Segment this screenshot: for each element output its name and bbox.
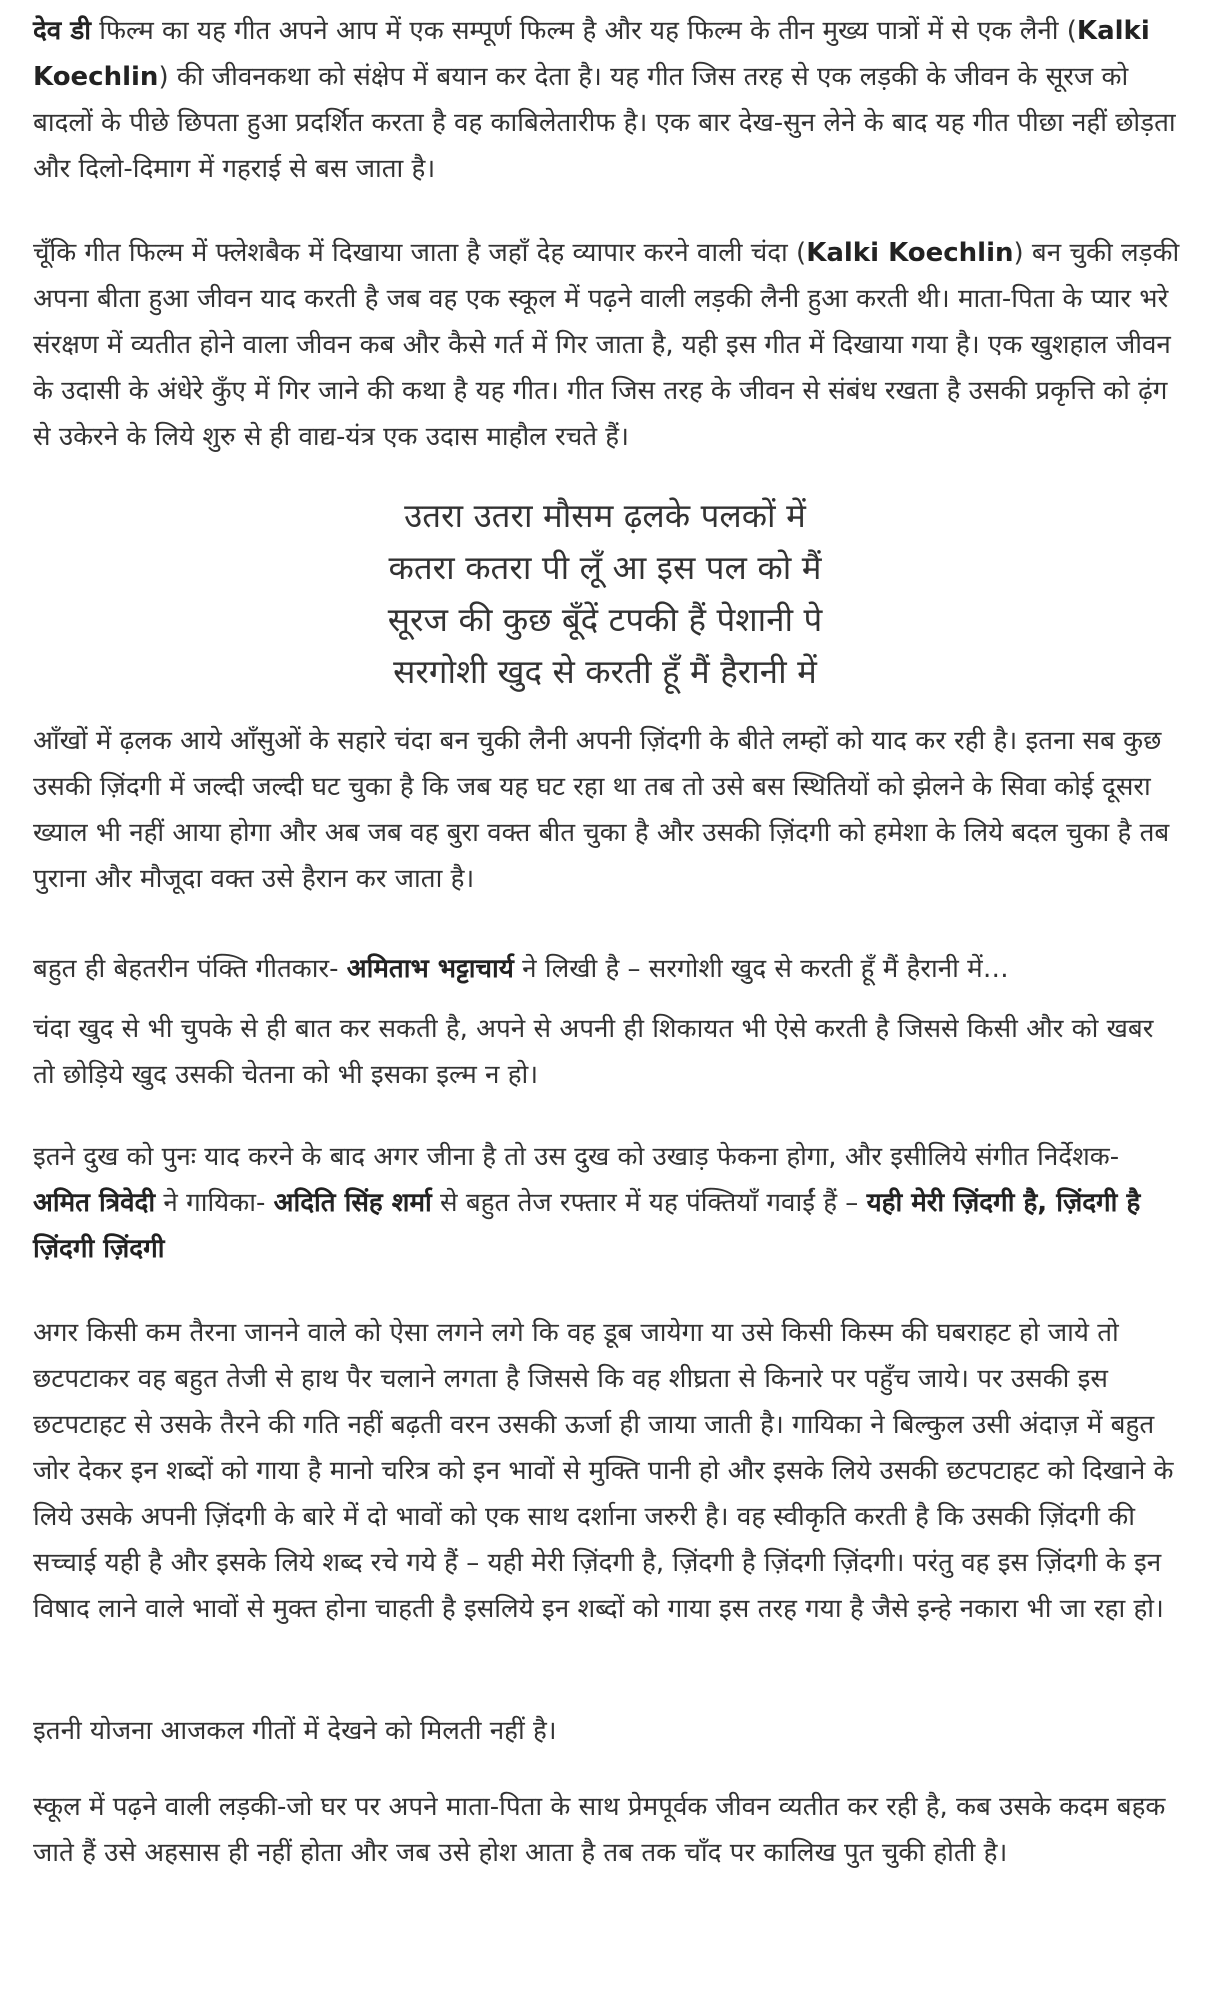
paragraph-intro — [33, 8, 1183, 192]
highlighted-lyric: यही मेरी ज़िंदगी है, ज़िंदगी है ज़िंदगी ज़िंदगी — [33, 1188, 1141, 1264]
paragraph-composer — [33, 1134, 1183, 1272]
paragraph-text: फिल्म का यह गीत अपने आप में एक सम्पूर्ण फिल्म है और यह फिल्म के तीन मुख्य पात्रों में से एक लैनी ( — [90, 16, 1077, 46]
paragraph-swimmer: अगर किसी कम तैरना जानने वाले को ऐसा लगने लगे कि वह डूब जायेगा या उसे किसी किस्म की घबराहट हो जाये तो छटपटाकर वह बहुत तेजी से हाथ पैर चलाने लगता है जिससे कि वह शीघ्रता से किनारे पर पहुँच जाये। पर उसकी इस छटपटाहट से उसके तैरने की गति नहीं बढ़ती वरन उसकी ऊर्जा ही जाया जाती है। गायिका ने बिल्कुल उसी अंदाज़ में बहुत जोर देकर इन शब्दों को गाया है मानो चरित्र को इन भावों से मुक्ति पानी हो और इसके लिये उसकी छटपटाहट को दिखाने के लिये उसके अपनी ज़िंदगी के बारे में दो भावों को एक साथ दर्शाना जरुरी है। वह स्वीकृति करती है कि उसकी ज़िंदगी की सच्चाई यही है और इसके लिये शब्द रचे गये हैं – यही मेरी ज़िंदगी है, ज़िंदगी है ज़िंदगी ज़िंदगी। परंतु वह इस ज़िंदगी के इन विषाद लाने वाले भावों से मुक्त होना चाहती है इसलिये इन शब्दों को गाया इस तरह गया है जैसे इन्हे नकारा भी जा रहा हो। — [33, 1318, 1174, 1624]
paragraph-text: से बहुत तेज रफ्तार में यह पंक्तियाँ गवाईं हैं – — [431, 1188, 867, 1218]
paragraph-text: ) की जीवनकथा को संक्षेप में बयान कर देता है। यह गीत जिस तरह से एक लड़की के जीवन के सूरज को बादलों के पीछे छिपता हुआ प्रदर्शित करता है वह काबिलेतारीफ है। एक बार देख-सुन लेने के बाद यह गीत पीछा नहीं छोड़ता और दिलो-दिमाग में गहराई से बस जाता है। — [33, 62, 1176, 184]
lyric-line: सूरज की कुछ बूँदें टपकी हैं पेशानी पे — [387, 600, 823, 639]
composer-name: अमित त्रिवेदी — [33, 1188, 156, 1218]
paragraph-whisper: चंदा खुद से भी चुपके से ही बात कर सकती है, अपने से अपनी ही शिकायत भी ऐसे करती है जिससे किसी और को खबर तो छोड़िये खुद उसकी चेतना को भी इसका इल्म न हो। — [33, 1014, 1154, 1090]
song-lyrics — [0, 490, 1210, 698]
film-title: देव डी — [33, 16, 91, 46]
actor-name: Kalki Koechlin — [33, 16, 1150, 92]
lyric-line: उतरा उतरा मौसम ढ़लके पलकों में — [404, 496, 806, 535]
singer-name: अदिति सिंह शर्मा — [273, 1188, 432, 1218]
paragraph-text: ने लिखी है – सरगोशी खुद से करती हूँ मैं हैरानी में… — [513, 954, 1009, 984]
paragraph-text: इतने दुख को पुनः याद करने के बाद अगर जीना है तो उस दुख को उखाड़ फेकना होगा, और इसीलिये संगीत निर्देशक- — [33, 1142, 1120, 1172]
paragraph-planning: इतनी योजना आजकल गीतों में देखने को मिलती नहीं है। — [33, 1716, 557, 1746]
paragraph-text: बहुत ही बेहतरीन पंक्ति गीतकार- — [33, 954, 347, 984]
lyric-line: कतरा कतरा पी लूँ आ इस पल को मैं — [388, 548, 822, 587]
actor-name: Kalki Koechlin — [806, 238, 1014, 268]
paragraph-text: चूँकि गीत फिल्म में फ्लेशबैक में दिखाया जाता है जहाँ देह व्यापार करने वाली चंदा ( — [33, 238, 807, 268]
lyricist-name: अमिताभ भट्टाचार्य — [346, 954, 514, 984]
paragraph-text: ) बन चुकी लड़की अपना बीता हुआ जीवन याद करती है जब वह एक स्कूल में पढ़ने वाली लड़की लैनी हुआ करती थी। माता-पिता के प्यार भरे संरक्षण में व्यतीत होने वाला जीवन कब और कैसे गर्त में गिर जाता है, यही इस गीत में दिखाया गया है। एक खुशहाल जीवन के उदासी के अंधेरे कुँए में गिर जाने की कथा है यह गीत। गीत जिस तरह के जीवन से संबंध रखता है उसकी प्रकृत्ति को ढ़ंग से उकेरने के लिये शुरु से ही वाद्य-यंत्र एक उदास माहौल रचते हैं। — [33, 238, 1180, 452]
paragraph-text: ने गायिका- — [155, 1188, 274, 1218]
paragraph-flashback — [33, 230, 1183, 460]
paragraph-lyricist — [33, 946, 1183, 992]
paragraph-tears: आँखों में ढ़लक आये आँसुओं के सहारे चंदा बन चुकी लैनी अपनी ज़िंदगी के बीते लम्हों को याद कर रही है। इतना सब कुछ उसकी ज़िंदगी में जल्दी जल्दी घट चुका है कि जब यह घट रहा था तब तो उसे बस स्थितियों को झेलने के सिवा कोई दूसरा ख्याल भी नहीं आया होगा और अब जब वह बुरा वक्त बीत चुका है और उसकी ज़िंदगी को हमेशा के लिये बदल चुका है तब पुराना और मौजूदा वक्त उसे हैरान कर जाता है। — [33, 726, 1170, 894]
paragraph-schoolgirl: स्कूल में पढ़ने वाली लड़की-जो घर पर अपने माता-पिता के साथ प्रेमपूर्वक जीवन व्यतीत कर रही है, कब उसके कदम बहक जाते हैं उसे अहसास ही नहीं होता और जब उसे होश आता है तब तक चाँद पर कालिख पुत चुकी होती है। — [33, 1792, 1166, 1868]
lyric-line: सरगोशी खुद से करती हूँ मैं हैरानी में — [393, 652, 817, 691]
